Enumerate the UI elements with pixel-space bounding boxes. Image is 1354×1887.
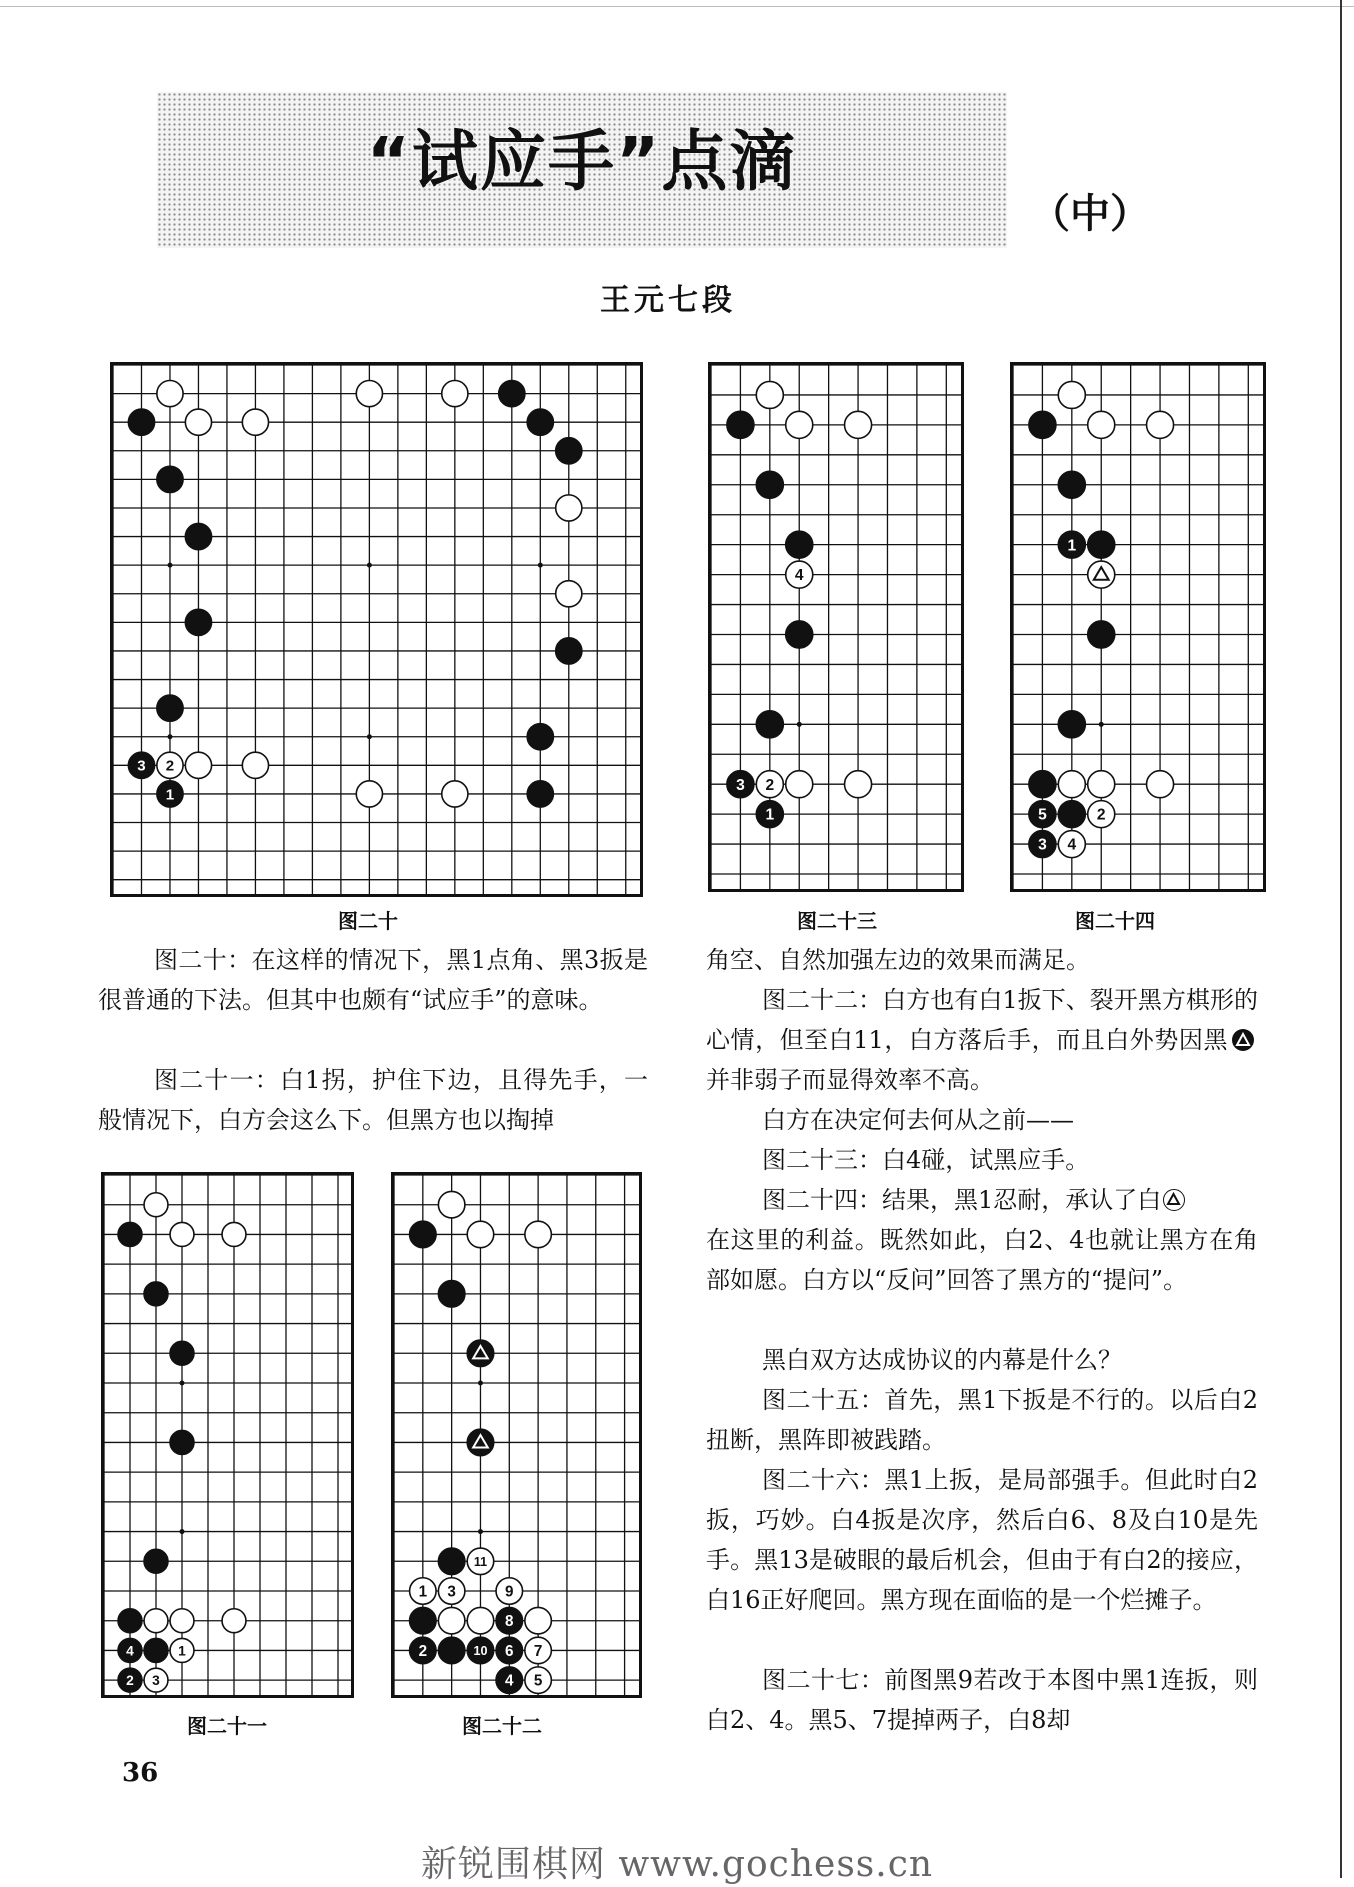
paragraph-fig22-part2: 并非弱子而显得效率不高。 <box>706 1066 994 1094</box>
white-stone <box>356 380 382 406</box>
figure-caption-fig23: 图二十三 <box>797 909 877 933</box>
white-stone <box>1058 381 1085 408</box>
black-stone <box>410 1607 437 1634</box>
white-stone <box>144 1609 168 1633</box>
star-point <box>478 1381 483 1386</box>
white-stone <box>556 495 582 521</box>
move-number: 2 <box>165 757 175 775</box>
white-stone <box>442 380 468 406</box>
stone-disc <box>525 1607 552 1634</box>
stone-disc <box>467 1340 494 1367</box>
paragraph-fig22-part1: 图二十二：白方也有白1扳下、裂开黑方棋形的心情，但至白11，白方落后手，而且白外势因黑 <box>706 986 1258 1054</box>
stone-disc <box>1088 621 1115 648</box>
stone-disc <box>222 1609 246 1633</box>
white-stone <box>157 752 183 778</box>
black-stone <box>786 621 813 648</box>
move-number: 3 <box>1038 836 1047 854</box>
footer-watermark: 新锐围棋网 www.gochess.cn <box>420 1844 934 1885</box>
stone-disc <box>118 1609 142 1633</box>
stone-disc <box>1058 381 1085 408</box>
stone-disc <box>1058 711 1085 738</box>
white-stone <box>467 1548 494 1575</box>
stone-disc <box>727 411 754 438</box>
paragraph-fig24-cont: 在这里的利益。既然如此，白2、4也就让黑方在角部如愿。白方以“反问”回答了黑方的“提问”。 <box>706 1226 1258 1294</box>
move-number: 4 <box>505 1672 514 1690</box>
stone-disc <box>1088 411 1115 438</box>
black-stone <box>128 752 154 778</box>
white-stone <box>786 561 813 588</box>
black-stone <box>1058 471 1085 498</box>
stone-disc <box>128 409 154 435</box>
stone-disc <box>556 438 582 464</box>
stone-disc <box>442 380 468 406</box>
white-stone <box>1088 801 1115 828</box>
white-stone <box>525 1637 552 1664</box>
paragraph-fig26: 图二十六：黑1上扳，是局部强手。但此时白2扳，巧妙。白4扳是次序，然后白6、8及白10是先手。黑13是破眼的最后机会，但由于有白2的接应，白16正好爬回。黑方现在面临的是一个烂摊子。 <box>706 1466 1258 1614</box>
stone-disc <box>527 724 553 750</box>
black-stone <box>467 1340 494 1367</box>
stone-disc <box>556 581 582 607</box>
star-point <box>180 1529 185 1534</box>
white-stone <box>1058 771 1085 798</box>
paragraph-fig22 <box>706 980 1258 1100</box>
stone-disc <box>157 695 183 721</box>
star-point <box>797 722 802 727</box>
move-number: 3 <box>447 1583 456 1601</box>
black-stone <box>496 1637 523 1664</box>
black-stone <box>438 1281 465 1308</box>
white-stone <box>845 411 872 438</box>
black-stone <box>438 1637 465 1664</box>
board-grid <box>711 365 961 889</box>
stone-disc <box>1058 771 1085 798</box>
black-stone <box>170 1430 194 1454</box>
move-number: 9 <box>505 1583 514 1601</box>
stone-disc <box>1029 771 1056 798</box>
paragraph-fig23: 图二十三：白4碰，试黑应手。 <box>762 1146 1090 1174</box>
stone-disc <box>438 1607 465 1634</box>
stone-disc <box>157 466 183 492</box>
black-stone <box>1088 531 1115 558</box>
move-number: 6 <box>505 1642 514 1660</box>
black-stone <box>144 1282 168 1306</box>
white-stone <box>756 771 783 798</box>
white-stone <box>496 1578 523 1605</box>
black-stone <box>170 1341 194 1365</box>
black-stone <box>185 609 211 635</box>
white-stone <box>556 581 582 607</box>
stone-disc <box>1147 771 1174 798</box>
black-triangle-stone-icon <box>1232 1029 1254 1051</box>
stone-disc <box>144 1282 168 1306</box>
move-number: 4 <box>126 1643 134 1659</box>
white-stone <box>144 1193 168 1217</box>
white-stone <box>356 781 382 807</box>
stone-disc <box>527 409 553 435</box>
stone-disc <box>1058 471 1085 498</box>
star-point <box>180 1381 185 1386</box>
stone-disc <box>170 1341 194 1365</box>
paragraph-continued: 角空、自然加强左边的效果而满足。 <box>706 946 1090 974</box>
stone-disc <box>144 1638 168 1662</box>
stone-disc <box>356 380 382 406</box>
black-stone <box>410 1637 437 1664</box>
move-number: 8 <box>505 1613 514 1631</box>
white-stone <box>1058 831 1085 858</box>
stone-disc <box>556 638 582 664</box>
paragraph-fig21: 图二十一：白1拐，护住下边，且得先手，一般情况下，白方会这么下。但黑方也以掏掉 <box>98 1066 648 1134</box>
stone-disc <box>438 1191 465 1218</box>
black-stone <box>118 1609 142 1633</box>
stone-disc <box>467 1221 494 1248</box>
black-stone <box>438 1548 465 1575</box>
paragraph-fig20: 图二十：在这样的情况下，黑1点角、黑3扳是很普通的下法。但其中也颇有“试应手”的意味。 <box>98 946 648 1014</box>
move-number: 2 <box>765 776 775 794</box>
move-number: 3 <box>137 757 146 775</box>
stone-disc <box>170 1430 194 1454</box>
white-stone <box>157 380 183 406</box>
paragraph-question: 黑白双方达成协议的内幕是什么？ <box>762 1346 1122 1374</box>
stone-disc <box>185 752 211 778</box>
black-stone <box>157 781 183 807</box>
star-point <box>167 563 172 568</box>
stone-disc <box>118 1222 142 1246</box>
black-stone <box>410 1221 437 1248</box>
black-stone <box>527 781 553 807</box>
move-number: 4 <box>1067 836 1077 854</box>
stone-disc <box>1088 561 1115 588</box>
stone-disc <box>185 523 211 549</box>
paragraph-fig24-part1: 图二十四：结果，黑1忍耐，承认了白 <box>762 1186 1162 1214</box>
white-stone <box>222 1609 246 1633</box>
white-stone <box>525 1607 552 1634</box>
stone-disc <box>410 1221 437 1248</box>
black-stone <box>157 466 183 492</box>
stone-disc <box>1029 411 1056 438</box>
paragraph-fig24 <box>706 1180 1258 1220</box>
white-stone <box>185 752 211 778</box>
star-point <box>367 563 372 568</box>
move-number: 2 <box>1096 806 1106 824</box>
white-stone <box>1088 411 1115 438</box>
white-stone <box>467 1607 494 1634</box>
move-number: 2 <box>418 1642 428 1660</box>
black-stone <box>1058 531 1085 558</box>
move-number: 1 <box>765 806 775 824</box>
stone-disc <box>242 409 268 435</box>
stone-disc <box>556 495 582 521</box>
white-stone <box>786 411 813 438</box>
black-stone <box>1088 621 1115 648</box>
black-stone <box>144 1638 168 1662</box>
stone-disc <box>786 411 813 438</box>
move-number: 5 <box>1038 806 1047 824</box>
black-stone <box>527 724 553 750</box>
stone-disc <box>144 1193 168 1217</box>
stone-disc <box>845 771 872 798</box>
black-stone <box>727 411 754 438</box>
stone-disc <box>527 781 553 807</box>
move-number: 11 <box>473 1554 488 1569</box>
black-stone <box>1029 771 1056 798</box>
figure-caption-fig21: 图二十一 <box>187 1714 267 1738</box>
move-number: 3 <box>152 1673 160 1689</box>
stone-disc <box>786 621 813 648</box>
stone-disc <box>438 1281 465 1308</box>
paragraph-before-decision: 白方在决定何去何从之前—— <box>762 1106 1074 1134</box>
white-stone <box>170 1222 194 1246</box>
stone-disc <box>1058 801 1085 828</box>
go-board-fig20 <box>110 362 643 897</box>
white-stone <box>242 752 268 778</box>
white-stone <box>442 781 468 807</box>
black-stone <box>118 1638 142 1662</box>
black-stone <box>118 1222 142 1246</box>
article-author: 王元七段 <box>600 283 736 318</box>
stone-disc <box>438 1637 465 1664</box>
black-stone <box>727 771 754 798</box>
stone-disc <box>786 771 813 798</box>
black-stone <box>467 1637 494 1664</box>
star-point <box>538 563 543 568</box>
black-stone <box>756 471 783 498</box>
white-stone <box>185 409 211 435</box>
white-stone <box>756 381 783 408</box>
stone-disc <box>1147 411 1174 438</box>
star-point <box>478 1529 483 1534</box>
white-stone <box>786 771 813 798</box>
black-stone <box>556 638 582 664</box>
page-top-edge <box>0 6 1354 7</box>
black-stone <box>1029 411 1056 438</box>
black-stone <box>527 409 553 435</box>
go-board-fig22 <box>391 1172 642 1698</box>
page-number: 36 <box>122 1758 159 1788</box>
stone-disc <box>410 1607 437 1634</box>
stone-disc <box>1088 771 1115 798</box>
black-stone <box>185 523 211 549</box>
black-stone <box>1058 801 1085 828</box>
move-number: 1 <box>1067 537 1077 555</box>
move-number: 3 <box>736 776 745 794</box>
figure-caption-fig22: 图二十二 <box>462 1714 542 1738</box>
stone-disc <box>356 781 382 807</box>
stone-disc <box>438 1548 465 1575</box>
star-point <box>167 734 172 739</box>
stone-disc <box>467 1429 494 1456</box>
star-point <box>1099 722 1104 727</box>
black-stone <box>496 1667 523 1694</box>
black-stone <box>144 1549 168 1573</box>
black-stone <box>756 711 783 738</box>
white-stone <box>845 771 872 798</box>
white-stone <box>144 1668 168 1692</box>
white-stone <box>438 1191 465 1218</box>
stone-disc <box>845 411 872 438</box>
black-stone <box>786 531 813 558</box>
black-stone <box>556 438 582 464</box>
paragraph-fig25: 图二十五：首先，黑1下扳是不行的。以后白2扭断，黑阵即被践踏。 <box>706 1386 1258 1454</box>
black-stone <box>157 695 183 721</box>
black-stone <box>1058 711 1085 738</box>
stone-disc <box>170 1609 194 1633</box>
move-number: 4 <box>794 567 804 585</box>
stone-disc <box>442 781 468 807</box>
move-number: 1 <box>178 1643 186 1659</box>
black-stone <box>1029 831 1056 858</box>
move-number: 2 <box>126 1673 134 1689</box>
black-stone <box>756 801 783 828</box>
white-stone <box>1088 561 1115 588</box>
white-stone <box>438 1607 465 1634</box>
stone-disc <box>756 711 783 738</box>
go-board-fig23 <box>708 362 964 892</box>
stone-disc <box>222 1222 246 1246</box>
move-number: 7 <box>533 1642 543 1660</box>
move-number: 1 <box>165 786 175 804</box>
stone-disc <box>786 531 813 558</box>
black-stone <box>496 1607 523 1634</box>
white-stone <box>1147 411 1174 438</box>
go-board-fig21 <box>101 1172 354 1698</box>
white-stone <box>1147 771 1174 798</box>
go-board-fig24 <box>1010 362 1266 892</box>
white-stone <box>525 1221 552 1248</box>
black-stone <box>1029 801 1056 828</box>
stone-disc <box>144 1609 168 1633</box>
stone-disc <box>242 752 268 778</box>
stone-disc <box>467 1607 494 1634</box>
white-stone <box>410 1578 437 1605</box>
stone-disc <box>185 409 211 435</box>
article-title: “试应手”点滴 <box>366 123 798 200</box>
white-triangle-stone-icon <box>1163 1189 1185 1211</box>
figure-caption-fig20: 图二十 <box>338 909 398 933</box>
stone-disc <box>756 471 783 498</box>
move-number: 10 <box>473 1643 488 1658</box>
white-stone <box>242 409 268 435</box>
white-stone <box>222 1222 246 1246</box>
move-number: 1 <box>418 1583 428 1601</box>
white-stone <box>170 1638 194 1662</box>
paragraph-fig27: 图二十七：前图黑9若改于本图中黑1连扳，则白2、4。黑5、7提掉两子，白8却 <box>706 1666 1258 1734</box>
black-stone <box>118 1668 142 1692</box>
stone-disc <box>157 380 183 406</box>
stone-disc <box>1088 531 1115 558</box>
stone-disc <box>525 1221 552 1248</box>
stone-disc <box>756 381 783 408</box>
white-stone <box>1088 771 1115 798</box>
black-stone <box>467 1429 494 1456</box>
stone-disc <box>185 609 211 635</box>
star-point <box>367 734 372 739</box>
move-number: 5 <box>533 1672 543 1690</box>
white-stone <box>467 1221 494 1248</box>
page-right-edge <box>1340 0 1342 1878</box>
stone-disc <box>144 1549 168 1573</box>
white-stone <box>170 1609 194 1633</box>
black-stone <box>128 409 154 435</box>
stone-disc <box>170 1222 194 1246</box>
black-stone <box>499 380 525 406</box>
white-stone <box>525 1667 552 1694</box>
article-part: （中） <box>1030 191 1150 237</box>
stone-disc <box>499 380 525 406</box>
white-stone <box>438 1578 465 1605</box>
figure-caption-fig24: 图二十四 <box>1075 909 1155 933</box>
